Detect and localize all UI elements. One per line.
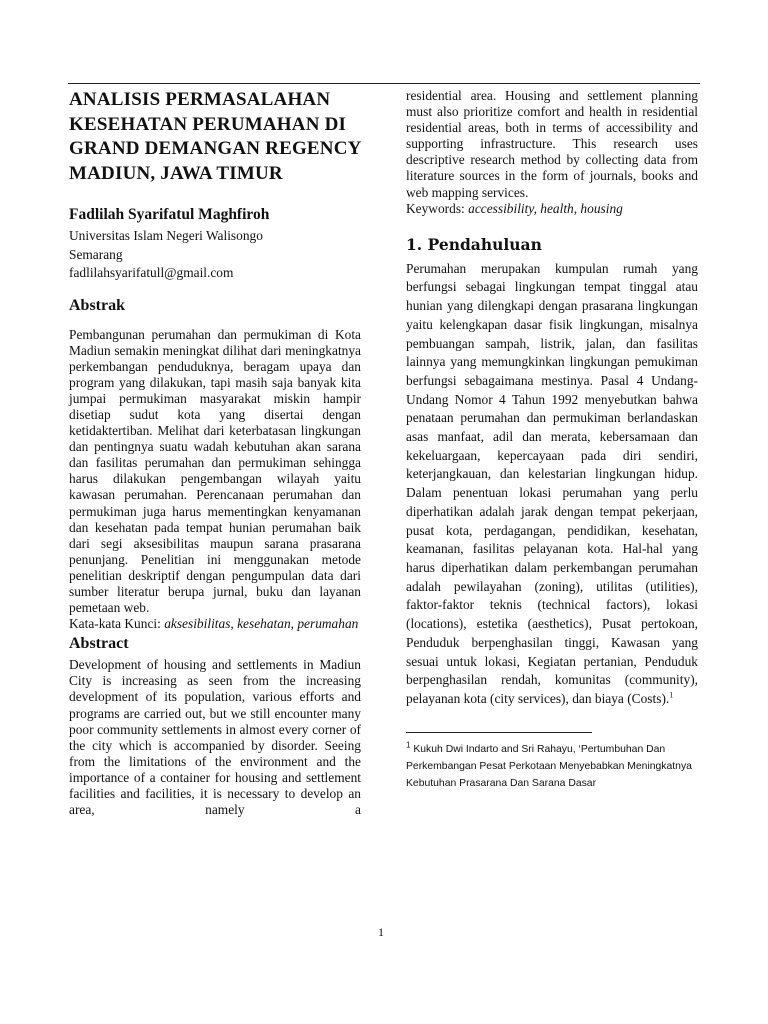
pendahuluan-number: 1. — [406, 234, 423, 254]
pendahuluan-heading — [406, 235, 698, 254]
abstract-keywords-label: Keywords: — [406, 200, 465, 216]
abstract-keywords-value: accessibility, health, housing — [468, 200, 623, 216]
footnote-reference[interactable]: 1 — [669, 690, 674, 700]
top-rule — [68, 83, 700, 84]
footnote-rule — [406, 732, 592, 733]
author-email: fadlilahsyarifatull@gmail.com — [69, 265, 234, 280]
abstract-heading: Abstract — [69, 635, 129, 653]
abstrak-keywords — [69, 616, 361, 632]
footnote-text: Kukuh Dwi Indarto and Sri Rahayu, ‘Pertumbuhan Dan Perkembangan Pesat Perkotaan Menyebabkan Meningkatnya Kebutuhan Prasarana Dan Sarana Dasar — [406, 743, 692, 789]
right-column — [406, 88, 698, 792]
abstrak-text: Pembangunan perumahan dan permukiman di Kota Madiun semakin meningkat dilihat dari meningkatnya perkembangan penduduknya, beragam upaya dan program yang dilakukan, tapi masih saja banyak kita jumpai permukiman masyarakat miskin hampir disetiap sudut kota yang disertai dengan ketidaktertiban. Melihat dari keterbatasan lingkungan dan pentingnya suatu wadah kebutuhan akan sarana dan fasilitas perumahan dan permukiman sehingga harus dilakukan pengembangan wilayah yaitu kawasan perumahan. Perencanaan perumahan dan permukiman juga harus mementingkan kenyamanan dan kesehatan pada tempat hunian perumahan baik dari segi aksesibilitas maupun sarana prasarana penunjang. Penelitian ini menggunakan metode penelitian deskriptif dengan pengumpulan data dari sumber literatur berupa jurnal, buku dan layanan pemetaan web. — [69, 326, 361, 616]
abstract-text-left: Development of housing and settlements in Madiun City is increasing as seen from the increasing development of its population, various efforts and programs are carried out, but we still encounter many poor community settlements in almost every corner of the city which is accompanied by disorder. Seeing from the limitations of the environment and the importance of a container for housing and settlement facilities and facilities, it is necessary to develop an area, namely a — [69, 657, 361, 818]
pendahuluan-title: Pendahuluan — [427, 234, 542, 254]
author-name: Fadlilah Syarifatul Maghfiroh — [69, 206, 270, 223]
abstrak-heading: Abstrak — [69, 296, 126, 314]
abstract-text-right: residential area. Housing and settlement planning must also prioritize comfort and health in residential residential areas, both in terms of accessibility and supporting infrastructure. This research uses descriptive research method by collecting data from literature sources in the form of journals, books and web mapping services. — [406, 88, 698, 200]
footnote — [406, 741, 698, 792]
affiliation-line-2: Semarang — [69, 246, 123, 262]
pendahuluan-body: Perumahan merupakan kumpulan rumah yang berfungsi sebagai lingkungan tempat tinggal atau hunian yang dilengkapi dengan prasarana lingkungan yaitu kelengkapan dasar fisik lingkungan, misalnya pembuangan sampah, listrik, jalan, dan fasilitas lainnya yang memungkinkan lingkungan pemukiman berfungsi sebagaimana mestinya. Pasal 4 Undang-Undang Nomor 4 Tahun 1992 menyebutkan bahwa penataan perumahan dan permukiman berlandaskan asas manfaat, adil dan merata, kebersamaan dan kekeluargaan, kepercayaan pada diri sendiri, keterjangkauan, dan kelestarian lingkungan hidup. Dalam penentuan lokasi perumahan yang perlu diperhatikan adalah jarak dengan tempat pekerjaan, pusat kota, perdagangan, pendidikan, kesehatan, keamanan, fasilitas pelayanan kota. Hal-hal yang harus diperhatikan dalam perkembangan perumahan adalah pewilayahan (zoning), utilitas (utilities), faktor-faktor teknis (technical factors), lokasi (locations), estetika (aesthetics), Pusat pertokoan, Penduduk berpenghasilan tinggi, Kawasan yang sesuai untuk lokasi, Kegiatan pertanian, Penduduk berpenghasilan rendah, komunitas (community), pelayanan kota (city services), dan biaya (Costs). — [406, 260, 698, 706]
paper-title: ANALISIS PERMASALAHAN KESEHATAN PERUMAHAN DI GRAND DEMANGAN REGENCY MADIUN, JAWA TIMUR — [69, 89, 361, 184]
page-number: 1 — [378, 925, 384, 939]
affiliation-line-1: Universitas Islam Negeri Walisongo — [69, 228, 263, 243]
abstrak-keywords-value: aksesibilitas, kesehatan, perumahan — [164, 616, 359, 632]
abstract-keywords — [406, 201, 698, 217]
abstrak-keywords-label: Kata-kata Kunci: — [69, 616, 161, 632]
pendahuluan-text — [406, 260, 698, 709]
footnote-marker: 1 — [406, 740, 411, 750]
left-column — [69, 88, 361, 818]
author-affiliation — [69, 227, 361, 283]
